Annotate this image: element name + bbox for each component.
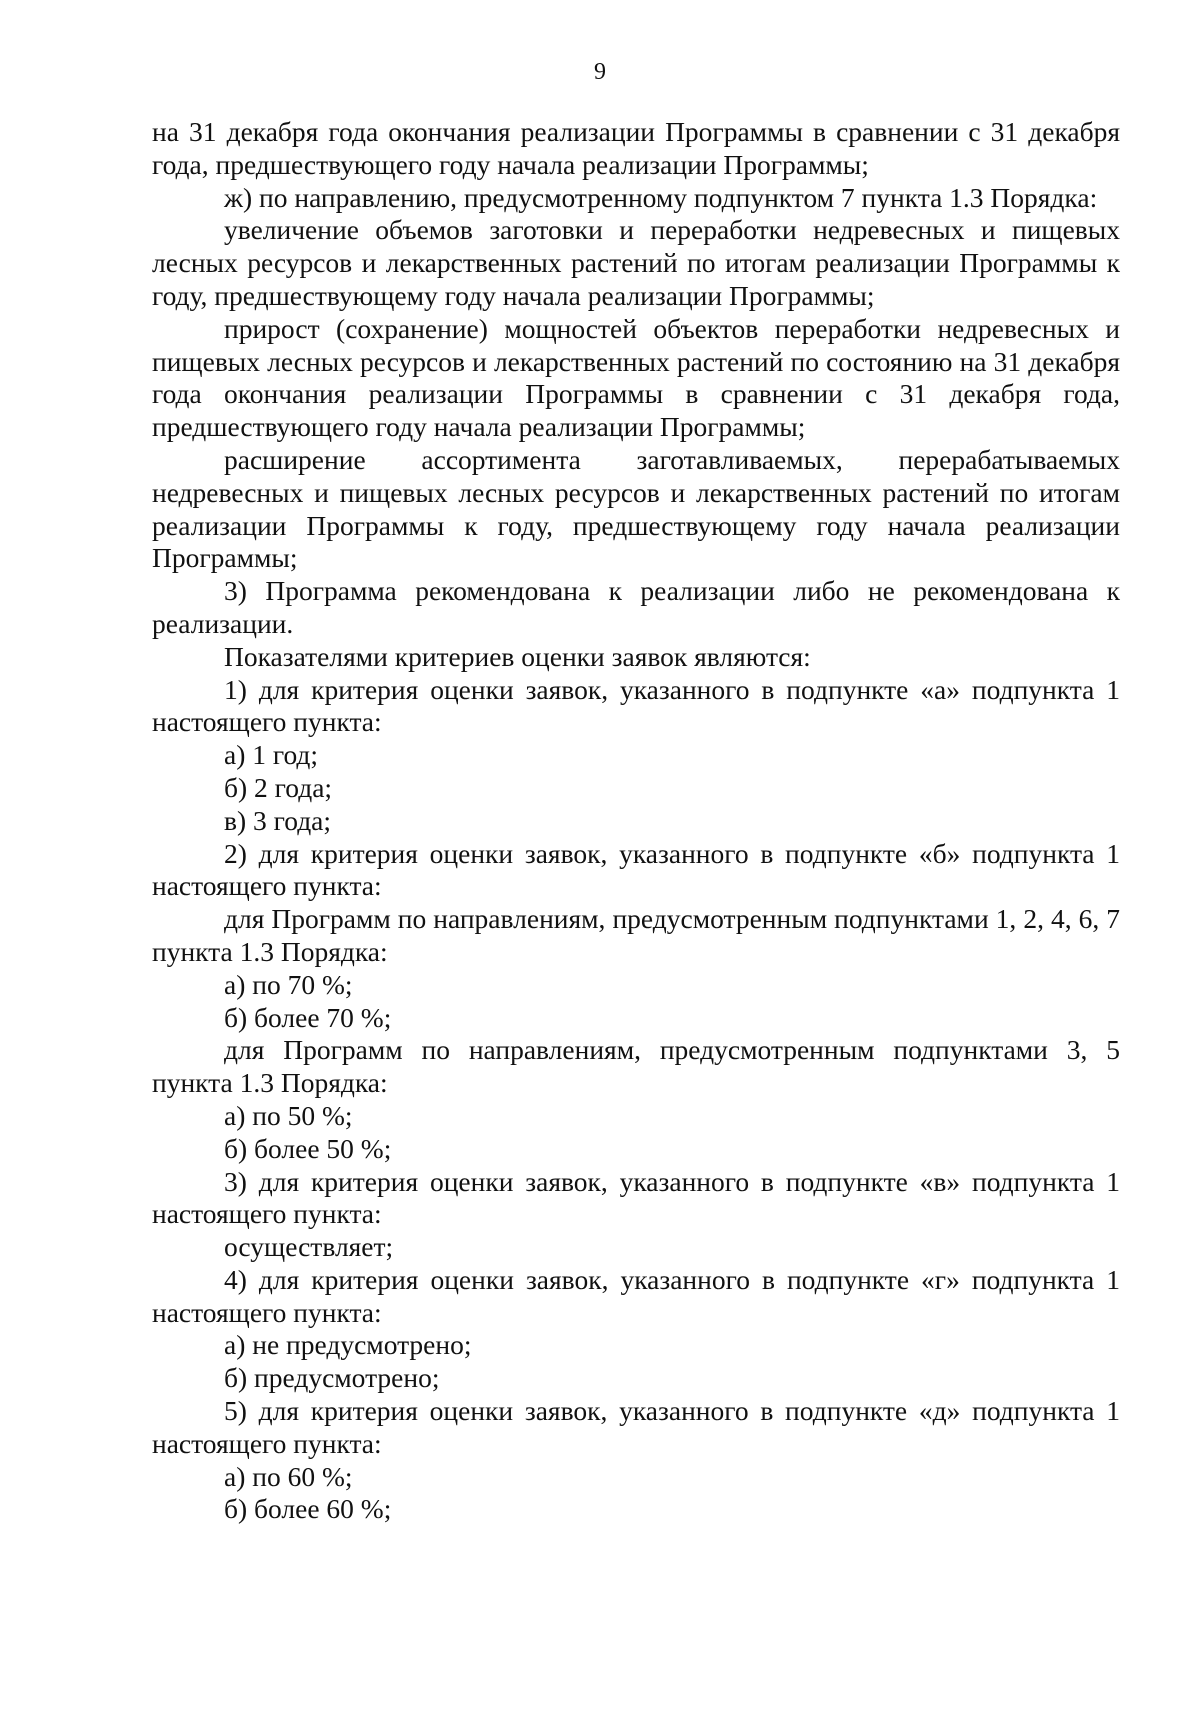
list-item: а) по 50 %; <box>224 1099 353 1131</box>
paragraph: прирост (сохранение) мощностей объектов переработки недревесных и пищевых лесных ресурсов и лекарственных растений по состоянию на 31 декабря года окончания реализации Программы в сравнении с 31 декабря года, предшествующего году начала реализации Программы; <box>152 312 1120 443</box>
list-item: б) более 60 %; <box>224 1493 392 1525</box>
paragraph: 4) для критерия оценки заявок, указанного в подпункте «г» подпункта 1 настоящего пункта: <box>152 1263 1120 1328</box>
page-number: 9 <box>594 59 606 85</box>
paragraph: 5) для критерия оценки заявок, указанного в подпункте «д» подпункта 1 настоящего пункта: <box>152 1395 1120 1459</box>
paragraph: на 31 декабря года окончания реализации Программы в сравнении с 31 декабря года, предшествующего году начала реализации Программы; <box>152 116 1120 180</box>
list-item: осуществляет; <box>224 1231 394 1263</box>
paragraph: 1) для критерия оценки заявок, указанного в подпункте «а» подпункта 1 настоящего пункта: <box>152 673 1120 738</box>
list-item: а) 1 год; <box>224 739 319 771</box>
list-item: а) по 70 %; <box>224 968 353 1000</box>
list-item: б) предусмотрено; <box>224 1362 440 1394</box>
paragraph: ж) по направлению, предусмотренному подпунктом 7 пункта 1.3 Порядка: <box>224 181 1098 213</box>
list-item: а) не предусмотрено; <box>224 1329 472 1361</box>
paragraph: 3) для критерия оценки заявок, указанного в подпункте «в» подпункта 1 настоящего пункта: <box>152 1165 1120 1230</box>
list-item: б) более 50 %; <box>224 1132 392 1164</box>
paragraph: увеличение объемов заготовки и переработки недревесных и пищевых лесных ресурсов и лекарственных растений по итогам реализации Программы к году, предшествующему году начала реализации Программы; <box>152 214 1120 311</box>
document-body <box>152 116 1120 1526</box>
list-item: б) более 70 %; <box>224 1001 392 1033</box>
paragraph: расширение ассортимента заготавливаемых, перерабатываемых недревесных и пищевых лесных ресурсов и лекарственных растений по итогам реализации Программы к году, предшествующему году начала реализации Программы; <box>152 443 1120 574</box>
paragraph: для Программ по направлениям, предусмотренным подпунктами 3, 5 пункта 1.3 Порядка: <box>152 1034 1120 1099</box>
paragraph: для Программ по направлениям, предусмотренным подпунктами 1, 2, 4, 6, 7 пункта 1.3 Порядка: <box>152 903 1120 967</box>
paragraph: 2) для критерия оценки заявок, указанного в подпункте «б» подпункта 1 настоящего пункта: <box>152 837 1120 902</box>
paragraph: 3) Программа рекомендована к реализации либо не рекомендована к реализации. <box>152 575 1120 639</box>
paragraph: Показателями критериев оценки заявок являются: <box>224 640 811 672</box>
list-item: в) 3 года; <box>224 804 332 836</box>
list-item: б) 2 года; <box>224 771 333 803</box>
list-item: а) по 60 %; <box>224 1460 353 1492</box>
